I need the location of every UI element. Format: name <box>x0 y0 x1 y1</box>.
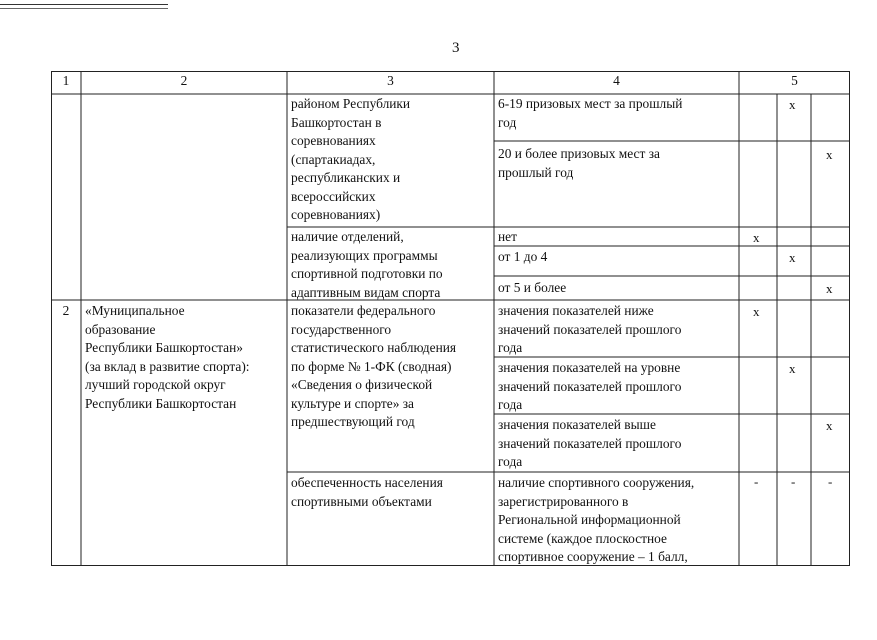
header-col-1: 1 <box>62 73 70 88</box>
value-text: 20 и более призовых мест за прошлый год <box>498 146 660 180</box>
value-text: 6-19 призовых мест за прошлый год <box>498 96 683 130</box>
value-text: нет <box>498 229 517 244</box>
value-text: значения показателей на уровне значений показателей прошлого года <box>498 360 682 412</box>
criterion-text: районом Республики Башкортостан в соревнованиях (спартакиадах, республиканских и всероссийских соревнованиях) <box>291 96 411 222</box>
value-text: значения показателей выше значений показателей прошлого года <box>498 417 682 469</box>
value-text: значения показателей ниже значений показателей прошлого года <box>498 303 682 355</box>
score-mark: x <box>826 147 833 162</box>
header-col-3: 3 <box>387 73 394 88</box>
scan-artifact-line <box>0 4 168 5</box>
value-text: наличие спортивного сооружения, зарегистрированного в Региональной информационной системе (каждое плоскостное спортивное сооружение – 1 балл, <box>498 475 695 564</box>
criterion-text: наличие отделений, реализующих программы спортивной подготовки по адаптивным видам спорта <box>291 229 443 300</box>
score-mark: x <box>826 418 833 433</box>
header-col-4: 4 <box>613 73 620 88</box>
row-number: 2 <box>62 303 70 318</box>
value-text: от 5 и более <box>498 280 567 295</box>
nomination-text: «Муниципальное образование Республики Башкортостан» (за вклад в развитие спорта): лучший городской округ Республики Башкортостан <box>85 303 250 411</box>
score-mark: x <box>826 281 833 296</box>
score-mark: x <box>753 304 760 319</box>
header-col-2: 2 <box>180 73 188 88</box>
score-mark: x <box>789 250 796 265</box>
score-mark: x <box>789 361 796 376</box>
scan-artifact-line-2 <box>0 8 168 9</box>
criterion-text: обеспеченность населения спортивными объектами <box>291 475 443 509</box>
criteria-table <box>51 71 850 566</box>
header-col-5: 5 <box>791 73 798 88</box>
value-text: от 1 до 4 <box>498 249 548 264</box>
score-mark: - <box>828 474 833 489</box>
score-mark: x <box>789 97 796 112</box>
score-mark: - <box>791 474 796 489</box>
criterion-text: показатели федерального государственного статистического наблюдения по форме № 1-ФК (сводная) «Сведения о физической культуре и спорте» за предшествующий год <box>291 303 457 429</box>
page-number: 3 <box>452 40 460 56</box>
score-mark: - <box>754 474 759 489</box>
score-mark: x <box>753 230 760 245</box>
